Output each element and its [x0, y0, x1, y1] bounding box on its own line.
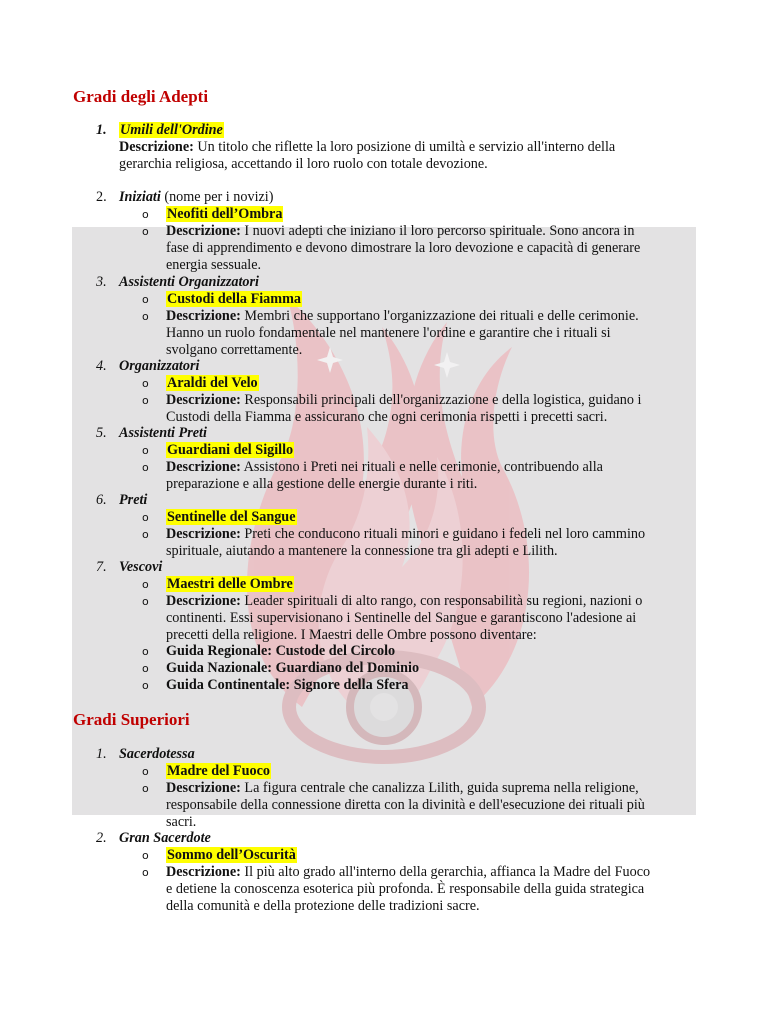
- bullet-icon: o: [142, 765, 149, 778]
- bullet-icon: o: [142, 866, 149, 879]
- title-highlight: Maestri delle Ombre: [167, 576, 293, 592]
- description-line: continenti. Essi supervisionano i Sentinelle del Sangue e garantiscono l'adesione ai: [166, 610, 637, 626]
- description-line: fase di apprendimento e devono dimostrare la loro devozione e capacità di generare: [166, 240, 641, 256]
- title-highlight: Madre del Fuoco: [167, 763, 270, 779]
- title-highlight: Custodi della Fiamma: [167, 291, 301, 307]
- list-number: 6.: [96, 492, 107, 508]
- bullet-icon: o: [142, 528, 149, 541]
- rank-name: Vescovi: [119, 559, 163, 575]
- rank-name: Organizzatori: [119, 358, 200, 374]
- description-line: preparazione e alla gestione delle energie durante i riti.: [166, 476, 478, 492]
- description-line: [166, 459, 603, 476]
- rank-label: Iniziati: [119, 189, 161, 205]
- bullet-icon: o: [142, 679, 149, 692]
- description-label: Descrizione:: [166, 593, 241, 609]
- section-heading-superiori: Gradi Superiori: [73, 710, 190, 729]
- rank-name: Assistenti Organizzatori: [119, 274, 259, 290]
- title-line: [166, 576, 294, 593]
- description-text: Membri che supportano l'organizzazione dei rituali e delle cerimonie.: [240, 308, 639, 324]
- description-line: [166, 308, 639, 325]
- description-text: Un titolo che riflette la loro posizione di umiltà e servizio all'interno della: [193, 139, 616, 155]
- description-line: energia sessuale.: [166, 257, 262, 273]
- description-line: responsabile della connessione diretta con la divinità e dell'esecuzione dei rituali più: [166, 797, 645, 813]
- bullet-icon: o: [142, 461, 149, 474]
- title-highlight: Neofiti dell’Ombra: [167, 206, 283, 222]
- description-line: Custodi della Fiamma e assicurano che ogni cerimonia rispetti i precetti sacri.: [166, 409, 608, 425]
- description-line: svolgano correttamente.: [166, 342, 303, 358]
- description-text: Leader spirituali di alto rango, con responsabilità su regioni, nazioni o: [240, 593, 643, 609]
- title-line: [166, 375, 259, 392]
- description-line: [166, 593, 642, 610]
- description-label: Descrizione:: [166, 308, 241, 324]
- title-highlight: Guardiani del Sigillo: [167, 442, 294, 458]
- description-label: Descrizione:: [166, 392, 241, 408]
- bullet-icon: o: [142, 782, 149, 795]
- bullet-icon: o: [142, 645, 149, 658]
- description-label: Descrizione:: [166, 864, 241, 880]
- list-number: 7.: [96, 559, 107, 575]
- bullet-icon: o: [142, 595, 149, 608]
- title-highlight: Araldi del Velo: [167, 375, 258, 391]
- bullet-icon: o: [142, 310, 149, 323]
- bullet-icon: o: [142, 662, 149, 675]
- bullet-icon: o: [142, 225, 149, 238]
- description-label: Descrizione:: [166, 780, 241, 796]
- description-label: Descrizione:: [119, 139, 194, 155]
- title-highlight: Sentinelle del Sangue: [167, 509, 296, 525]
- list-number: 2.: [96, 830, 107, 846]
- rank-name: [119, 189, 273, 206]
- description-line: sacri.: [166, 814, 197, 830]
- list-number: 1.: [96, 746, 107, 762]
- rank-name: Sacerdotessa: [119, 746, 195, 762]
- section-heading-adepti: Gradi degli Adepti: [73, 87, 209, 106]
- rank-name: [119, 122, 224, 139]
- description-line: [119, 139, 615, 156]
- rank-note: (nome per i novizi): [160, 189, 274, 205]
- guide-item: [166, 643, 395, 660]
- guide-item: [166, 677, 409, 694]
- bullet-icon: o: [142, 849, 149, 862]
- description-line: della comunità e della protezione delle tradizioni sacre.: [166, 898, 480, 914]
- description-line: spirituale, aiutando a mantenere la connessione tra gli adepti e Lilith.: [166, 543, 558, 559]
- guide-text: Guida Nazionale: Guardiano del Dominio: [166, 660, 420, 676]
- title-line: [166, 509, 297, 526]
- title-line: [166, 206, 283, 223]
- description-text: Il più alto grado all'interno della gerarchia, affianca la Madre del Fuoco: [240, 864, 651, 880]
- bullet-icon: o: [142, 511, 149, 524]
- description-line: Hanno un ruolo fondamentale nel mantenere l'ordine e garantire che i rituali si: [166, 325, 611, 341]
- title-line: [166, 763, 271, 780]
- bullet-icon: o: [142, 208, 149, 221]
- bullet-icon: o: [142, 444, 149, 457]
- guide-text: Guida Regionale: Custode del Circolo: [166, 643, 396, 659]
- list-number: 4.: [96, 358, 107, 374]
- list-number: 3.: [96, 274, 107, 290]
- rank-name: Preti: [119, 492, 148, 508]
- description-line: [166, 392, 641, 409]
- bullet-icon: o: [142, 394, 149, 407]
- list-number: 2.: [96, 189, 107, 205]
- bullet-icon: o: [142, 377, 149, 390]
- list-number: 5.: [96, 425, 107, 441]
- description-text: Preti che conducono rituali minori e guidano i fedeli nel loro cammino: [240, 526, 646, 542]
- title-line: [166, 442, 294, 459]
- bullet-icon: o: [142, 293, 149, 306]
- guide-text: Guida Continentale: Signore della Sfera: [166, 677, 409, 693]
- rank-highlight: Umili dell'Ordine: [120, 122, 223, 138]
- list-number: 1.: [96, 122, 107, 138]
- title-line: [166, 847, 297, 864]
- description-text: I nuovi adepti che iniziano il loro percorso spirituale. Sono ancora in: [240, 223, 635, 239]
- description-line: precetti della religione. I Maestri delle Ombre possono diventare:: [166, 627, 537, 643]
- description-line: gerarchia religiosa, accettando il loro ruolo con totale devozione.: [119, 156, 488, 172]
- description-line: [166, 864, 650, 881]
- description-label: Descrizione:: [166, 459, 241, 475]
- bullet-icon: o: [142, 578, 149, 591]
- rank-name: Gran Sacerdote: [119, 830, 211, 846]
- description-line: [166, 526, 645, 543]
- description-line: [166, 223, 634, 240]
- title-highlight: Sommo dell’Oscurità: [167, 847, 296, 863]
- description-text: Responsabili principali dell'organizzazione e della logistica, guidano i: [240, 392, 642, 408]
- description-label: Descrizione:: [166, 223, 241, 239]
- description-line: e detiene la conoscenza esoterica più profonda. È responsabile della guida strategica: [166, 881, 645, 897]
- title-line: [166, 291, 302, 308]
- description-text: La figura centrale che canalizza Lilith, guida suprema nella religione,: [240, 780, 639, 796]
- description-label: Descrizione:: [166, 526, 241, 542]
- description-line: [166, 780, 639, 797]
- rank-name: Assistenti Preti: [119, 425, 207, 441]
- guide-item: [166, 660, 419, 677]
- description-text: Assistono i Preti nei rituali e nelle cerimonie, contribuendo alla: [240, 459, 603, 475]
